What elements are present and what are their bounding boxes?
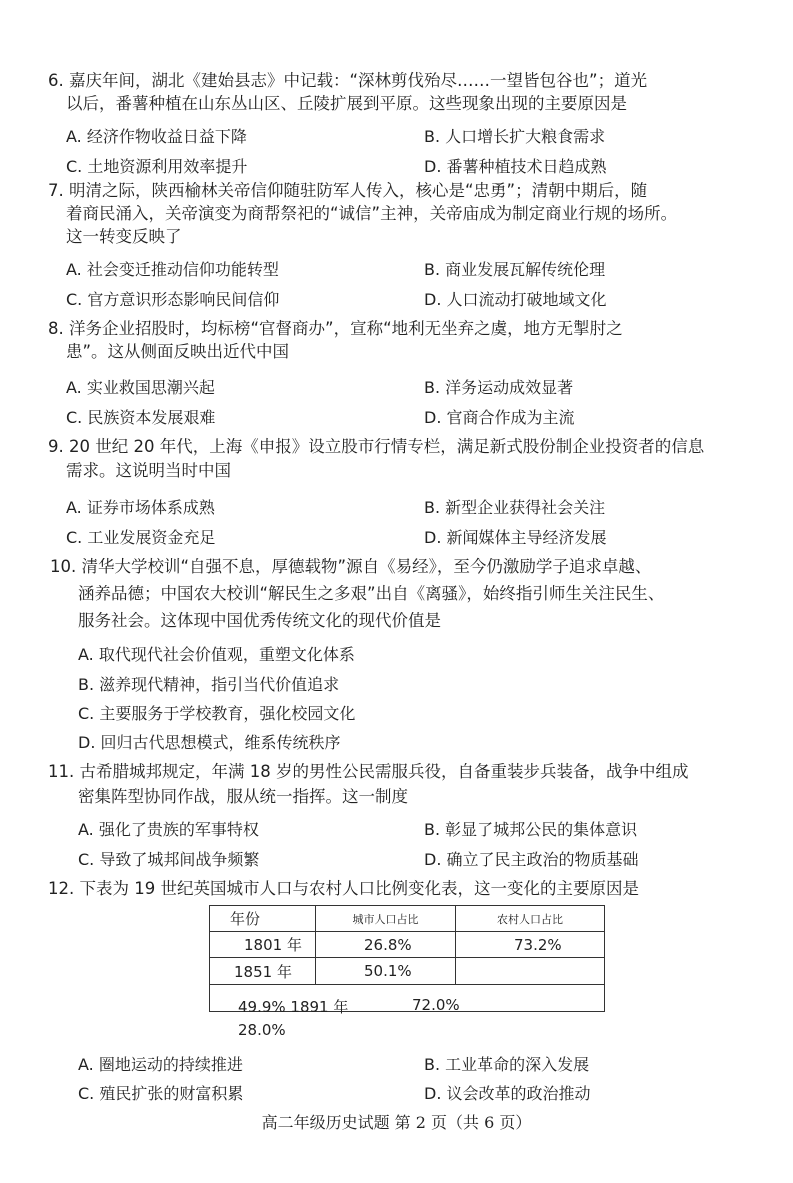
q9-stem-line1: 9. 20 世纪 20 年代，上海《申报》设立股市行情专栏，满足新式股份制企业投资者的信息: [48, 437, 705, 456]
q8-stem-line2: 患”。这从侧面反映出近代中国: [66, 342, 290, 361]
cell-rural-empty: [456, 958, 605, 985]
q6-option-d: D. 番薯种植技术日趋成熟: [424, 157, 607, 176]
q9-option-b: B. 新型企业获得社会关注: [424, 498, 606, 517]
q7-stem-line2: 着商民涌入，关帝演变为商帮祭祀的“诚信”主神，关帝庙成为制定商业行规的场所。: [66, 204, 678, 223]
page-footer: 高二年级历史试题 第 2 页（共 6 页）: [261, 1113, 532, 1132]
q10-option-a: A. 取代现代社会价值观，重塑文化体系: [78, 645, 355, 664]
row3-value: 72.0%: [412, 996, 460, 1014]
q10-option-d: D. 回归古代思想模式，维系传统秩序: [78, 733, 341, 752]
q8-stem-line1: 8. 洋务企业招股时，均标榜“官督商办”，宣称“地利无坐弃之虞，地方无掣肘之: [48, 319, 623, 338]
cell-urban: 26.8%: [316, 932, 456, 958]
q7-stem-line3: 这一转变反映了: [66, 227, 182, 246]
q12-option-b: B. 工业革命的深入发展: [424, 1055, 590, 1074]
table-row: [210, 932, 605, 958]
table-row: [210, 958, 605, 985]
cell-urban: 50.1%: [316, 958, 456, 985]
q8-option-a: A. 实业救国思潮兴起: [66, 378, 215, 397]
q7-option-a: A. 社会变迁推动信仰功能转型: [66, 260, 279, 279]
q11-stem-line2: 密集阵型协同作战，服从统一指挥。这一制度: [78, 787, 408, 806]
q11-option-d: D. 确立了民主政治的物质基础: [424, 850, 639, 869]
q10-stem-line3: 服务社会。这体现中国优秀传统文化的现代价值是: [78, 611, 441, 630]
q12-option-d: D. 议会改革的政治推动: [424, 1084, 591, 1103]
header-rural: 农村人口占比: [456, 906, 605, 932]
q8-option-d: D. 官商合作成为主流: [424, 408, 575, 427]
cell-year: 1801 年: [210, 932, 316, 958]
q10-stem-line1: 10. 清华大学校训“自强不息，厚德载物”源自《易经》，至今仍激励学子追求卓越、: [50, 557, 652, 576]
table-header-row: [210, 906, 605, 932]
q11-option-c: C. 导致了城邦间战争频繁: [78, 850, 260, 869]
q7-option-c: C. 官方意识形态影响民间信仰: [66, 290, 280, 309]
q6-stem-line1: 6. 嘉庆年间，湖北《建始县志》中记载：“深林剪伐殆尽……一望皆包谷也”；道光: [48, 71, 648, 90]
q9-option-c: C. 工业发展资金充足: [66, 528, 216, 547]
q8-option-c: C. 民族资本发展艰难: [66, 408, 216, 427]
q6-option-a: A. 经济作物收益日益下降: [66, 127, 247, 146]
q10-option-b: B. 滋养现代精神，指引当代价值追求: [78, 675, 340, 694]
q10-option-c: C. 主要服务于学校教育，强化校园文化: [78, 704, 356, 723]
cell-rural: 73.2%: [456, 932, 605, 958]
q8-option-b: B. 洋务运动成效显著: [424, 378, 574, 397]
q6-option-b: B. 人口增长扩大粮食需求: [424, 127, 606, 146]
header-urban: 城市人口占比: [316, 906, 456, 932]
q12-option-a: A. 圈地运动的持续推进: [78, 1055, 243, 1074]
q9-option-a: A. 证券市场体系成熟: [66, 498, 215, 517]
q11-option-a: A. 强化了贵族的军事特权: [78, 820, 259, 839]
q7-stem-line1: 7. 明清之际，陕西榆林关帝信仰随驻防军人传入，核心是“忠勇”；清朝中期后，随: [48, 181, 648, 200]
row3-text: 49.9% 1891 年: [238, 998, 349, 1016]
q10-stem-line2: 涵养品德；中国农大校训“解民生之多艰”出自《离骚》，始终指引师生关注民生、: [78, 584, 665, 603]
q11-option-b: B. 彰显了城邦公民的集体意识: [424, 820, 638, 839]
q11-stem-line1: 11. 古希腊城邦规定，年满 18 岁的男性公民需服兵役，自备重装步兵装备，战争中组成: [48, 762, 689, 781]
header-year: 年份: [210, 906, 316, 932]
q6-option-c: C. 土地资源利用效率提升: [66, 157, 248, 176]
q12-option-c: C. 殖民扩张的财富积累: [78, 1084, 244, 1103]
q9-option-d: D. 新闻媒体主导经济发展: [424, 528, 607, 547]
q6-stem-line2: 以后，番薯种植在山东丛山区、丘陵扩展到平原。这些现象出现的主要原因是: [66, 94, 627, 113]
q7-option-b: B. 商业发展瓦解传统伦理: [424, 260, 606, 279]
cell-year: 1851 年: [210, 958, 316, 985]
q7-option-d: D. 人口流动打破地域文化: [424, 290, 607, 309]
table-overflow-value: 28.0%: [238, 1021, 286, 1039]
q9-stem-line2: 需求。这说明当时中国: [66, 461, 231, 480]
q12-stem-line1: 12. 下表为 19 世纪英国城市人口与农村人口比例变化表，这一变化的主要原因是: [48, 879, 639, 898]
